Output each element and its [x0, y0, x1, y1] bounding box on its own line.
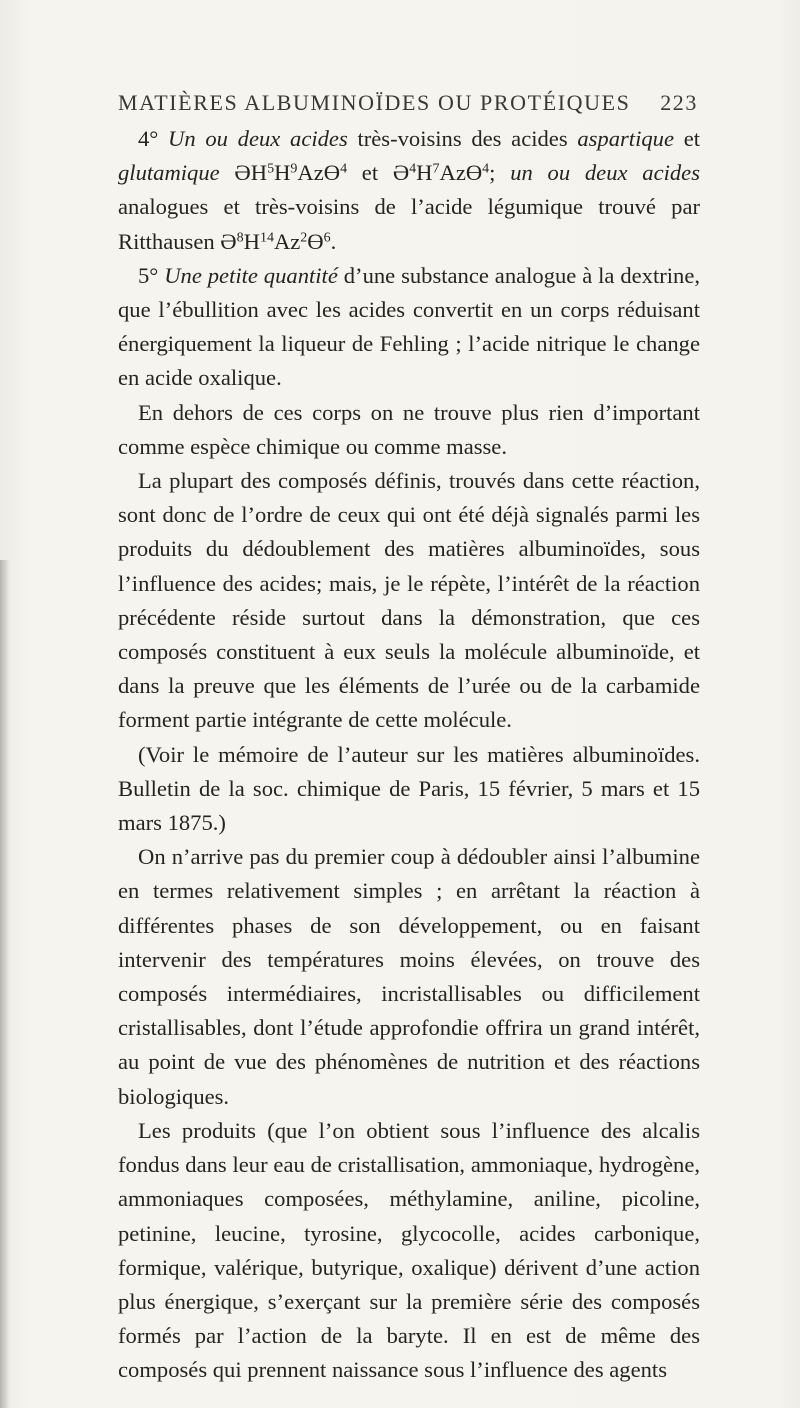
text-run: et [673, 126, 700, 151]
text-run: Ɵ [307, 228, 324, 254]
paragraph [118, 396, 700, 464]
formula-superscript: 4 [409, 161, 417, 177]
formula-superscript: 4 [340, 161, 348, 177]
formula-superscript: 14 [259, 229, 274, 245]
text-run: AzƟ [297, 160, 341, 186]
text-run: ƏH [219, 160, 268, 186]
formula-superscript: 6 [323, 229, 331, 245]
paragraph [118, 1114, 700, 1388]
formula-superscript: 4 [482, 161, 490, 177]
text-run: Les produits (que l’on obtient sous l’influence des alcalis fondus dans leur eau de cristallisation, ammoniaque, hydrogène, ammoniaques composées, méthylamine, aniline, picoline, petinine, leucine, tyrosine, glycocolle, acides carbonique, formique, valérique, butyrique, oxalique) dérivent d’une action plus énergique, s’exerçant sur la première série des composés formés par l’action de la baryte. Il en est de même des composés qui prennent naissance sous l’influence des agents [118, 1117, 700, 1383]
text-run: (Voir le mémoire de l’auteur sur les matières albuminoïdes. Bulletin de la soc. chimique de Paris, 15 février, 5 mars et 15 mars 1875.) [118, 741, 700, 836]
text-run: et Ə [347, 160, 410, 186]
formula-superscript: 8 [236, 229, 244, 245]
paragraph [118, 259, 700, 396]
running-header [118, 90, 698, 120]
text-run: 4° [138, 126, 169, 151]
italic-text: glutamique [118, 160, 220, 186]
italic-text: Un ou deux acides [168, 126, 348, 151]
text-run: La plupart des composés définis, trouvés dans cette réaction, sont donc de l’ordre de ceux qui ont été déjà signalés parmi les produits du dédoublement des matières albuminoïdes, sous l’influence des acides; mais, je le répète, l’intérêt de la réaction précédente réside surtout dans la démonstration, que ces composés constituent à eux seuls la molécule albuminoïde, et dans la preuve que les éléments de l’urée ou de la carbamide forment partie intégrante de cette molécule. [118, 468, 700, 733]
text-run: très-voisins des acides [347, 126, 578, 151]
italic-text: un ou deux acides [510, 160, 700, 186]
formula-superscript: 2 [300, 229, 308, 245]
text-run: On n’arrive pas du premier coup à dédoubler ainsi l’albumine en termes relativement simples ; en arrêtant la réaction à différentes phases de son développement, ou en faisant intervenir des températures moins élevées, on trouve des composés intermédiaires, incristallisables ou difficilement cristallisables, dont l’étude approfondie offrira un grand intérêt, au point de vue des phénomènes de nutrition et des réactions biologiques. [118, 844, 700, 1109]
text-run: . [330, 228, 337, 254]
text-run: H [243, 228, 260, 254]
paragraph [118, 122, 700, 259]
text-run: d’une substance analogue à la dextrine, que l’ébullition avec les acides convertit en un corps réduisant énergiquement la liqueur de Fehling ; l’acide nitrique le change en acide oxalique. [118, 262, 700, 391]
formula-superscript: 7 [432, 161, 440, 177]
page-gutter-shadow [0, 560, 10, 1408]
text-run: AzƟ [439, 160, 483, 186]
paragraph [118, 738, 700, 841]
text-run: 5° [138, 262, 165, 288]
paragraph [118, 840, 700, 1114]
italic-text: Une petite quantité [164, 262, 338, 288]
text-run: ; [489, 160, 511, 186]
paragraph [118, 464, 700, 738]
text-run: En dehors de ces corps on ne trouve plus rien d’important comme espèce chimique ou comme masse. [118, 399, 700, 459]
page-number: 223 [660, 90, 698, 115]
text-run: H [416, 160, 433, 186]
text-run: Az [273, 228, 301, 254]
text-run: H [274, 160, 291, 186]
formula-superscript: 9 [290, 161, 298, 177]
text-run: analogues et très-voisins de l’acide légumique trouvé par Ritthausen Ə [118, 194, 700, 254]
body-text [118, 122, 700, 1388]
formula-superscript: 5 [267, 161, 275, 177]
italic-text: aspartique [577, 126, 674, 151]
running-title: MATIÈRES ALBUMINOÏDES OU PROTÉIQUES [118, 90, 631, 115]
